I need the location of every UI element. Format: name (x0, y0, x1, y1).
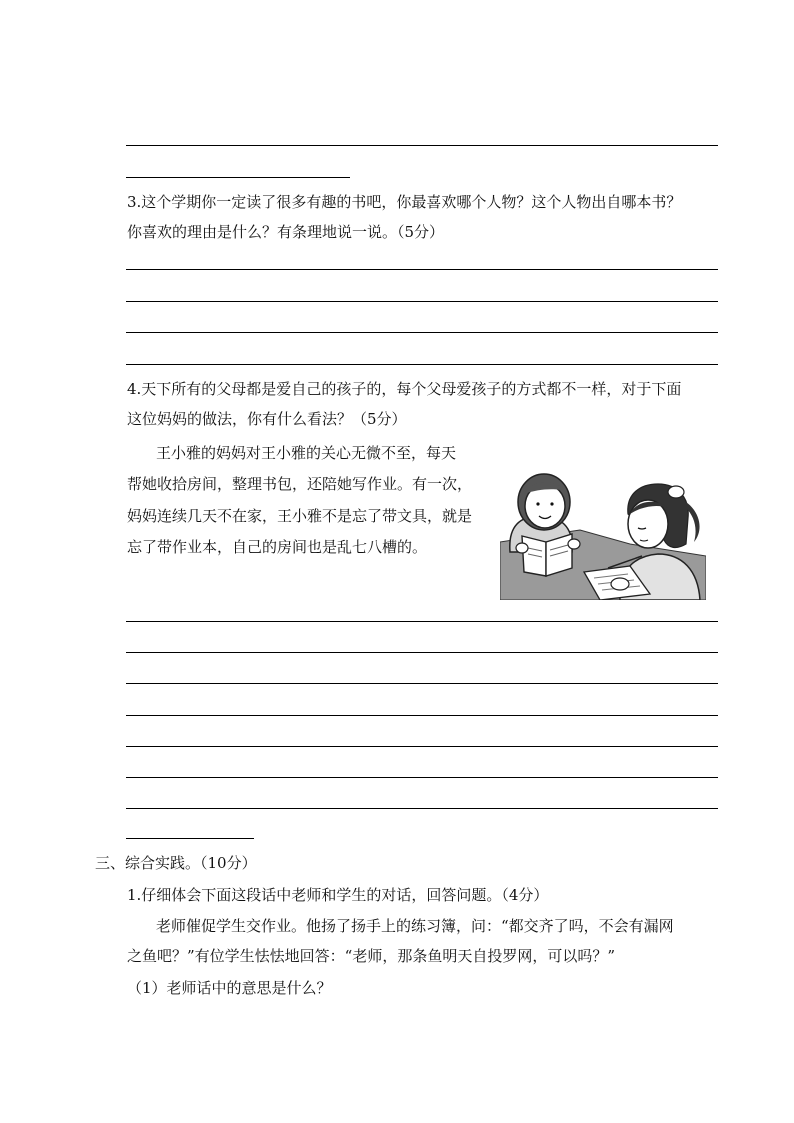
answer-line-short (126, 838, 254, 839)
section-3-question-1: 1.仔细体会下面这段话中老师和学生的对话，回答问题。（4分） (127, 886, 549, 904)
answer-line (126, 715, 718, 716)
question-3-line-2: 你喜欢的理由是什么？有条理地说一说。（5分） (127, 223, 445, 241)
answer-line-short (126, 177, 350, 178)
story-line-2: 帮她收拾房间，整理书包，还陪她写作业。有一次， (127, 475, 473, 493)
dialogue-passage-line-1: 老师催促学生交作业。他扬了扬手上的练习簿，问：“都交齐了吗，不会有漏网 (156, 917, 674, 935)
answer-line (126, 652, 718, 653)
parent-child-reading-illustration (500, 444, 706, 600)
story-line-1: 王小雅的妈妈对王小雅的关心无微不至，每天 (156, 444, 457, 462)
dialogue-passage-line-2: 之鱼吧？”有位学生怯怯地回答：“老师，那条鱼明天自投罗网，可以吗？” (127, 947, 616, 965)
question-3-line-1: 3.这个学期你一定读了很多有趣的书吧，你最喜欢哪个人物？这个人物出自哪本书？ (127, 193, 682, 211)
answer-line (126, 808, 718, 809)
story-line-4: 忘了带作业本，自己的房间也是乱七八槽的。 (127, 538, 428, 556)
answer-line (126, 777, 718, 778)
answer-line (126, 145, 718, 146)
answer-line (126, 683, 718, 684)
answer-line (126, 301, 718, 302)
question-4-line-2: 这位妈妈的做法，你有什么看法？（5分） (127, 410, 407, 428)
answer-line (126, 332, 718, 333)
answer-line (126, 364, 718, 365)
sub-question-1: （1）老师话中的意思是什么？ (127, 979, 332, 997)
story-line-3: 妈妈连续几天不在家，王小雅不是忘了带文具，就是 (127, 507, 473, 525)
question-4-line-1: 4.天下所有的父母都是爱自己的孩子的，每个父母爱孩子的方式都不一样，对于下面 (127, 380, 682, 398)
answer-line (126, 746, 718, 747)
section-3-heading: 三、综合实践。（10分） (95, 854, 257, 872)
answer-line (126, 621, 718, 622)
answer-line (126, 269, 718, 270)
